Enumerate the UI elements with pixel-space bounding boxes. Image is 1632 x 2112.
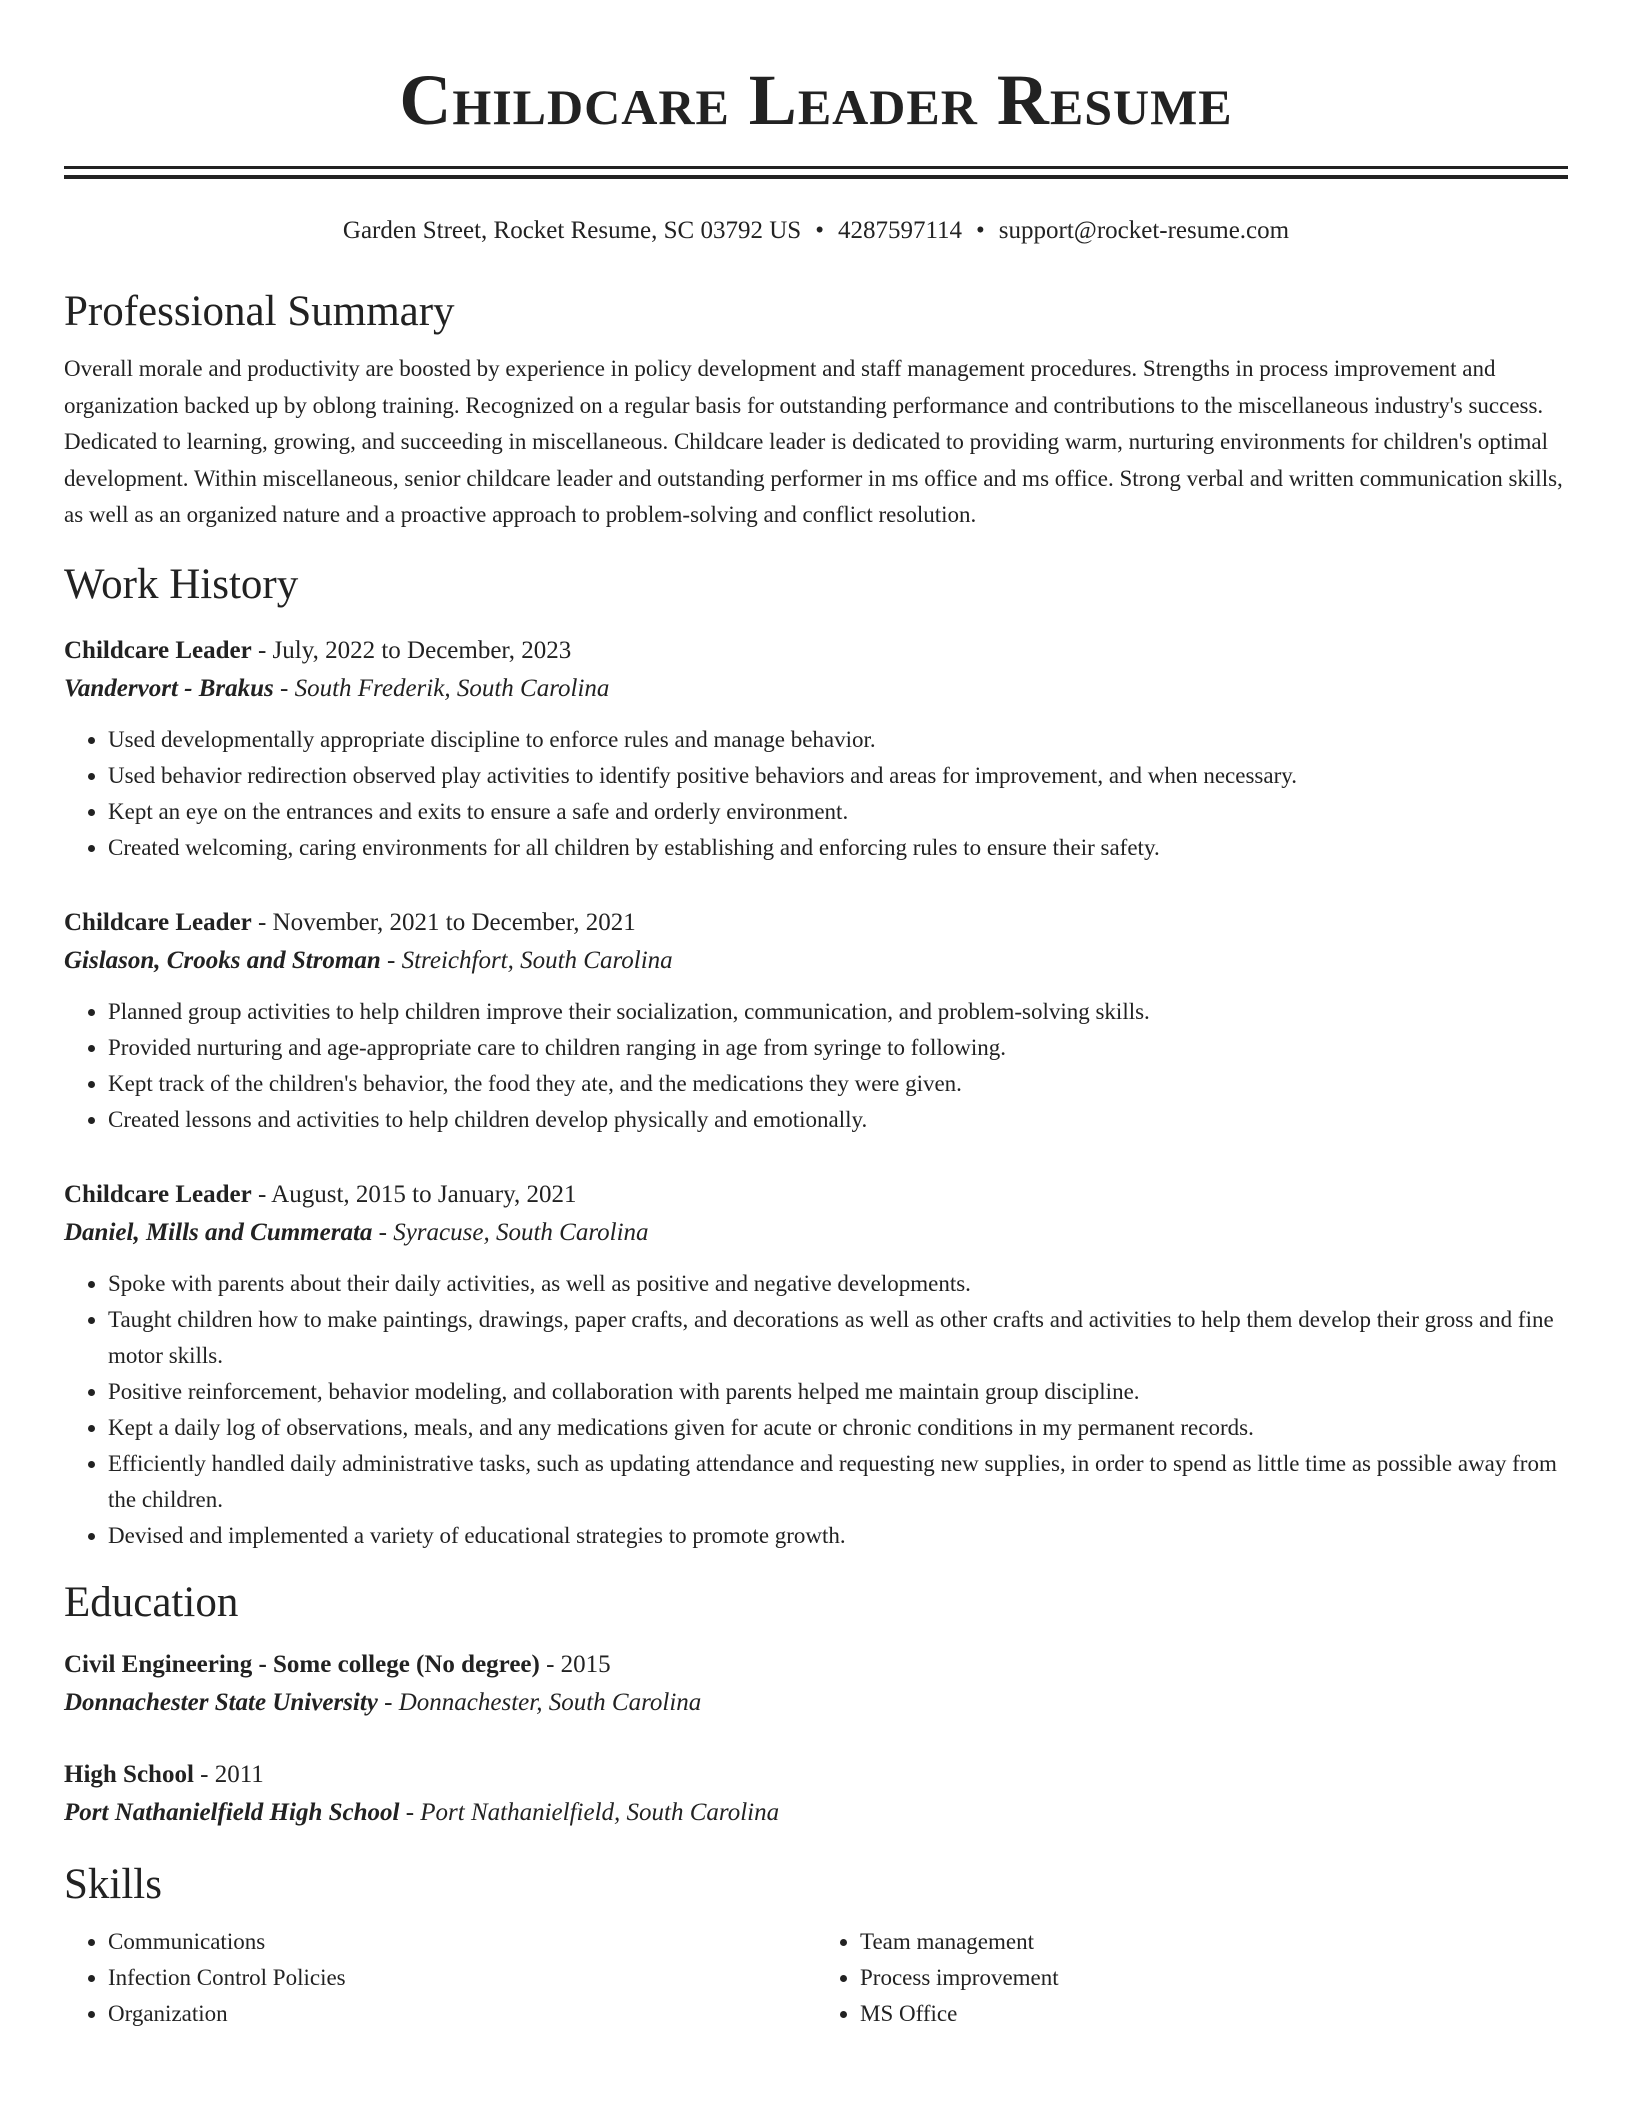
- education-location: - Donnachester, South Carolina: [377, 1688, 702, 1716]
- job-title-line: [64, 1176, 1568, 1214]
- education-entry: [64, 1756, 1568, 1832]
- title-rule-bottom: [64, 175, 1568, 179]
- skill-item: • Process improvement: [860, 1960, 1568, 1996]
- education-school: Donnachester State University: [64, 1688, 378, 1716]
- job-company-line: [64, 670, 1568, 708]
- job-company: Daniel, Mills and Cummerata: [64, 1218, 373, 1246]
- skills-columns: [64, 1924, 1568, 2032]
- education-degree-line: [64, 1756, 1568, 1794]
- skills-list-left: [64, 1924, 816, 2032]
- education-entry: [64, 1646, 1568, 1722]
- list-item: • Spoke with parents about their daily activities, as well as positive and negative developments.: [108, 1266, 1568, 1302]
- job-bullets: [64, 1266, 1568, 1554]
- job-entry: [64, 904, 1568, 1138]
- title-rule-top: [64, 166, 1568, 169]
- list-item: • Devised and implemented a variety of educational strategies to promote growth.: [108, 1518, 1568, 1554]
- skill-item: • Team management: [860, 1924, 1568, 1960]
- list-item: • Kept a daily log of observations, meals, and any medications given for acute or chronic conditions in my permanent records.: [108, 1410, 1568, 1446]
- education-degree: Civil Engineering - Some college (No degree): [64, 1650, 540, 1678]
- list-item: • Created welcoming, caring environments for all children by establishing and enforcing rules to ensure their safety.: [108, 830, 1568, 866]
- job-title-line: [64, 632, 1568, 670]
- skill-item: • MS Office: [860, 1996, 1568, 2032]
- contact-phone: 4287597114: [837, 217, 963, 244]
- skill-item: • Infection Control Policies: [108, 1960, 816, 1996]
- education-school-line: [64, 1794, 1568, 1832]
- education-heading: Education: [64, 1578, 239, 1626]
- list-item: • Positive reinforcement, behavior modeling, and collaboration with parents helped me maintain group discipline.: [108, 1374, 1568, 1410]
- job-dates: - November, 2021 to December, 2021: [251, 908, 636, 936]
- education-degree: High School: [64, 1760, 194, 1788]
- contact-separator: •: [815, 217, 824, 244]
- summary-text: Overall morale and productivity are boosted by experience in policy development and staff management procedures. Strengths in process improvement and organization backed up by oblong training. Recognized on a regular basis for outstanding performance and contributions to the miscellaneous industry's success. Dedicated to learning, growing, and succeeding in miscellaneous. Childcare leader is dedicated to providing warm, nurturing environments for children's optimal development. Within miscellaneous, senior childcare leader and outstanding performer in ms office and ms office. Strong verbal and written communication skills, as well as an organized nature and a proactive approach to problem-solving and conflict resolution.: [64, 356, 1563, 527]
- skills-heading: Skills: [64, 1860, 162, 1908]
- job-location: - Syracuse, South Carolina: [372, 1218, 649, 1246]
- education-year: - 2015: [539, 1650, 611, 1678]
- job-title: Childcare Leader: [64, 908, 252, 936]
- job-bullets: [64, 994, 1568, 1138]
- job-location: - South Frederik, South Carolina: [273, 674, 610, 702]
- job-company-line: [64, 1214, 1568, 1252]
- job-dates: - July, 2022 to December, 2023: [251, 636, 572, 664]
- list-item: • Used behavior redirection observed play activities to identify positive behaviors and areas for improvement, and when necessary.: [108, 758, 1568, 794]
- work-history-heading: Work History: [64, 560, 299, 608]
- job-title-line: [64, 904, 1568, 942]
- skill-item: • Organization: [108, 1996, 816, 2032]
- list-item: • Kept track of the children's behavior, the food they ate, and the medications they were given.: [108, 1066, 1568, 1102]
- education-school-line: [64, 1684, 1568, 1722]
- list-item: • Created lessons and activities to help children develop physically and emotionally.: [108, 1102, 1568, 1138]
- job-location: - Streichfort, South Carolina: [380, 946, 673, 974]
- job-bullets: [64, 722, 1568, 866]
- list-item: • Taught children how to make paintings, drawings, paper crafts, and decorations as well as other crafts and activities to help them develop their gross and fine motor skills.: [108, 1302, 1568, 1374]
- list-item: • Efficiently handled daily administrative tasks, such as updating attendance and requesting new supplies, in order to spend as little time as possible away from the children.: [108, 1446, 1568, 1518]
- list-item: • Planned group activities to help children improve their socialization, communication, and problem-solving skills.: [108, 994, 1568, 1030]
- contact-email: support@rocket-resume.com: [998, 217, 1290, 244]
- summary-heading: Professional Summary: [64, 288, 455, 335]
- skill-item: • Communications: [108, 1924, 816, 1960]
- education-school: Port Nathanielfield High School: [64, 1798, 400, 1826]
- job-title: Childcare Leader: [64, 636, 252, 664]
- job-company: Vandervort - Brakus: [64, 674, 274, 702]
- list-item: • Kept an eye on the entrances and exits to ensure a safe and orderly environment.: [108, 794, 1568, 830]
- job-title: Childcare Leader: [64, 1180, 252, 1208]
- education-degree-line: [64, 1646, 1568, 1684]
- resume-title: Childcare Leader Resume: [399, 60, 1233, 140]
- education-location: - Port Nathanielfield, South Carolina: [399, 1798, 780, 1826]
- job-dates: - August, 2015 to January, 2021: [251, 1180, 577, 1208]
- job-entry: [64, 632, 1568, 866]
- contact-address: Garden Street, Rocket Resume, SC 03792 US: [342, 217, 802, 244]
- skills-list-right: [816, 1924, 1568, 2032]
- list-item: • Used developmentally appropriate discipline to enforce rules and manage behavior.: [108, 722, 1568, 758]
- job-entry: [64, 1176, 1568, 1554]
- contact-separator: •: [976, 217, 985, 244]
- job-company-line: [64, 942, 1568, 980]
- education-year: - 2011: [193, 1760, 264, 1788]
- list-item: • Provided nurturing and age-appropriate care to children ranging in age from syringe to following.: [108, 1030, 1568, 1066]
- job-company: Gislason, Crooks and Stroman: [64, 946, 381, 974]
- contact-line: [64, 215, 1568, 247]
